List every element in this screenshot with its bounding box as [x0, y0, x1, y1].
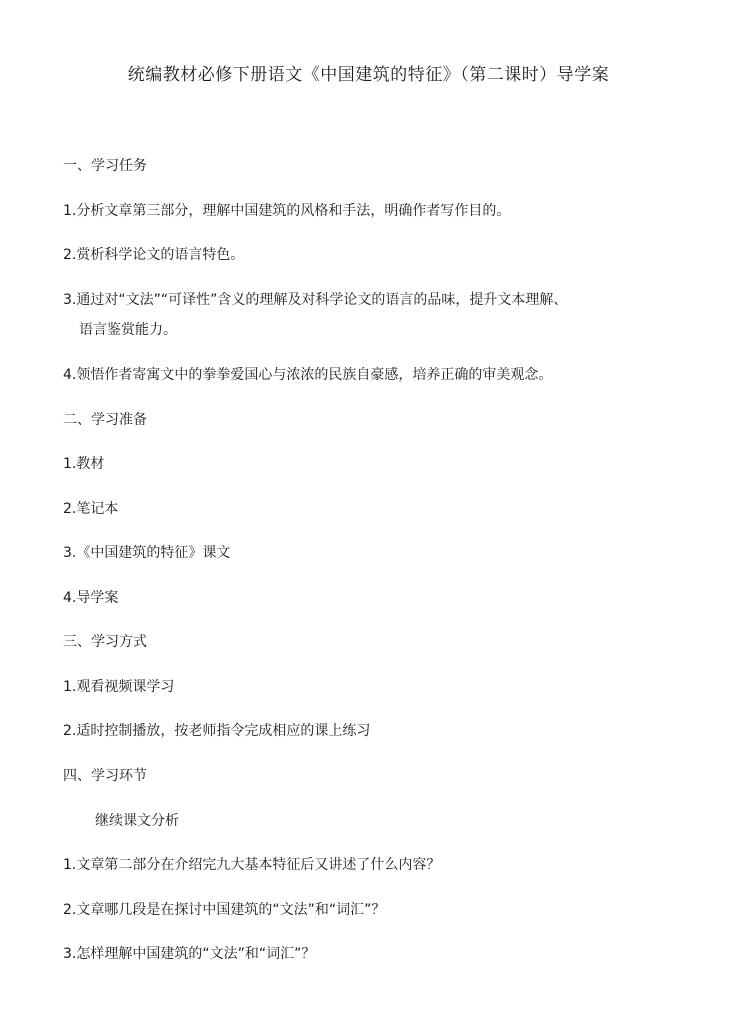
question-3: 3.怎样理解中国建筑的“文法”和“词汇”？ — [63, 946, 316, 962]
section-heading-tasks: 一、学习任务 — [63, 158, 147, 174]
question-1: 1.文章第二部分在介绍完九大基本特征后又讲述了什么内容？ — [63, 857, 441, 873]
prep-item-3: 3.《中国建筑的特征》课文 — [63, 545, 231, 561]
task-item-1: 1.分析文章第三部分，理解中国建筑的风格和手法，明确作者写作目的。 — [63, 203, 511, 219]
task-item-2: 2.赏析科学论文的语言特色。 — [63, 247, 245, 263]
prep-item-2: 2.笔记本 — [63, 501, 119, 517]
page-title: 统编教材必修下册语文《中国建筑的特征》（第二课时）导学案 — [127, 65, 610, 85]
task-item-3-continued: 语言鉴赏能力。 — [79, 322, 177, 338]
section-heading-stages: 四、学习环节 — [63, 768, 147, 784]
prep-item-4: 4.导学案 — [63, 590, 119, 606]
stage-subheading: 继续课文分析 — [95, 813, 179, 829]
prep-item-1: 1.教材 — [63, 456, 105, 472]
question-2: 2.文章哪几段是在探讨中国建筑的“文法”和“词汇”？ — [63, 902, 386, 918]
section-heading-preparation: 二、学习准备 — [63, 412, 147, 428]
method-item-1: 1.观看视频课学习 — [63, 679, 175, 695]
section-heading-method: 三、学习方式 — [63, 634, 147, 650]
task-item-3: 3.通过对“文法”“可译性”含义的理解及对科学论文的语言的品味，提升文本理解、 — [63, 292, 568, 308]
method-item-2: 2.适时控制播放，按老师指令完成相应的课上练习 — [63, 723, 371, 739]
task-item-4: 4.领悟作者寄寓文中的拳拳爱国心与浓浓的民族自豪感，培养正确的审美观念。 — [63, 367, 553, 383]
